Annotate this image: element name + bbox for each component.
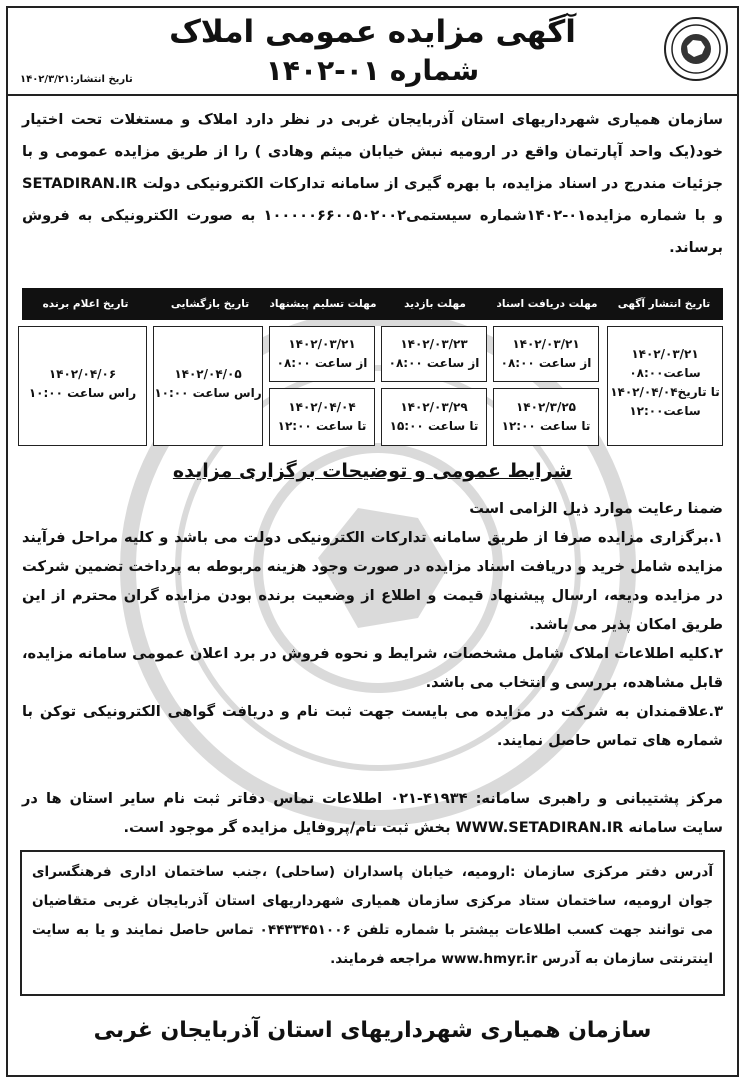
condition-item-2: ۲.کلیه اطلاعات املاک شامل مشخصات، شرایط و نحوه فروش در برد اعلان عمومی سامانه مزایده، قابل مشاهده، بررسی و انتخاب می باشد. <box>22 645 723 691</box>
submit-to-cell <box>269 388 375 446</box>
header-winner: تاریخ اعلام برنده <box>42 298 129 310</box>
submit-to-date: ۱۴۰۲/۰۴/۰۴ <box>288 400 356 414</box>
ad-title: آگهی مزایده عمومی املاک <box>169 14 576 50</box>
submit-from-date: ۱۴۰۲/۰۳/۲۱ <box>288 337 356 351</box>
submit-to-time: تا ساعت ۱۲:۰۰ <box>277 419 367 433</box>
docs-from-time: از ساعت ۰۸:۰۰ <box>500 356 592 370</box>
visit-from-time: از ساعت ۰۸:۰۰ <box>388 356 480 370</box>
support-paragraph: مرکز پشتیبانی و راهبری سامانه: ۴۱۹۳۴-۰۲۱ اطلاعات تماس دفاتر ثبت نام سایر استان ها در سایت سامانه WWW.SETADIRAN.IR بخش ثبت نام/پروفایل مزایده گر موجود است. <box>22 790 723 836</box>
docs-from-cell <box>493 326 599 382</box>
address-text: آدرس دفتر مرکزی سازمان :ارومیه، خیابان پاسداران (ساحلی) ،جنب ساختمان اداری فرهنگسرای جوان ارومیه، ساختمان ستاد مرکزی سازمان همیاری شهرداریهای استان آذربایجان غربی متقاضیان می توانند جهت کسب اطلاعات بیشتر با شماره تلفن ۰۴۴۳۳۴۵۱۰۰۶ تماس حاصل نمایند و یا به سایت اینترنتی سازمان به آدرس www.hmyr.ir مراجعه فرمایند. <box>32 864 713 967</box>
submit-from-cell <box>269 326 375 382</box>
header-publish: تاریخ انتشار آگهی <box>617 298 711 310</box>
header-docs: مهلت دریافت اسناد <box>496 298 598 310</box>
docs-to-cell <box>493 388 599 446</box>
publish-until-value: تا تاریخ۱۴۰۲/۰۴/۰۴ <box>610 385 720 399</box>
schedule-table <box>22 288 723 450</box>
docs-from-date: ۱۴۰۲/۰۳/۲۱ <box>512 337 580 351</box>
opening-time: راس ساعت ۱۰:۰۰ <box>154 386 262 400</box>
conditions-lead: ضمنا رعایت موارد ذیل الزامی است <box>469 500 723 517</box>
publish-until-time: ساعت۱۲:۰۰ <box>629 404 701 418</box>
visit-to-time: تا ساعت ۱۵:۰۰ <box>389 419 479 433</box>
winner-cell <box>18 326 147 446</box>
winner-time: راس ساعت ۱۰:۰۰ <box>28 386 137 400</box>
publish-cell <box>607 326 723 446</box>
header-submit: مهلت تسلیم پیشنهاد <box>269 298 377 310</box>
visit-from-date: ۱۴۰۲/۰۳/۲۳ <box>400 337 468 351</box>
opening-date: ۱۴۰۲/۰۴/۰۵ <box>174 367 242 381</box>
condition-item-3: ۳.علاقمندان به شرکت در مزایده می بایست جهت ثبت نام و دریافت گواهی الکترونیکی توکن با شماره های تماس حاصل نمایند. <box>22 703 723 749</box>
opening-cell <box>153 326 263 446</box>
address-box <box>20 850 725 996</box>
schedule-header-row <box>22 288 723 320</box>
advertisement-frame <box>6 6 739 1077</box>
header-opening: تاریخ بازگشایی <box>170 298 250 310</box>
publish-time-value: ساعت۰۸:۰۰ <box>629 366 701 380</box>
visit-from-cell <box>381 326 487 382</box>
conditions-title: شرایط عمومی و توضیحات برگزاری مزایده <box>172 460 573 482</box>
publish-date: تاریخ انتشار:۱۴۰۲/۳/۲۱ <box>20 74 133 85</box>
docs-to-date: ۱۴۰۲/۳/۲۵ <box>515 400 577 414</box>
publish-date-value: ۱۴۰۲/۰۳/۲۱ <box>631 347 699 361</box>
submit-from-time: از ساعت ۰۸:۰۰ <box>276 356 368 370</box>
conditions-list <box>22 494 723 755</box>
ad-number: شماره ۰۱-۱۴۰۲ <box>265 54 480 87</box>
intro-paragraph: سازمان همیاری شهرداریهای استان آذربایجان غربی در نظر دارد املاک و مستغلات تحت اختیار خود(یک واحد آپارتمان واقع در ارومیه نبش خیابان میثم وهادی ) را از طریق مزایده عمومی و با جزئیات مندرج در اسناد مزایده، با بهره گیری از سامانه تدارکات الکترونیکی دولت SETADIRAN.IR و با شماره مزایده۰۱-۱۴۰۲شماره سیستمی۱۰۰۰۰۰۶۶۰۰۵۰۲۰۰۲ به صورت الکترونیکی به فروش برساند. <box>22 111 723 256</box>
header-visit: مهلت بازدید <box>404 298 466 310</box>
winner-date: ۱۴۰۲/۰۴/۰۶ <box>48 367 117 381</box>
visit-to-date: ۱۴۰۲/۰۳/۲۹ <box>400 400 468 414</box>
visit-to-cell <box>381 388 487 446</box>
condition-item-1: ۱.برگزاری مزایده صرفا از طریق سامانه تدارکات الکترونیکی دولت می باشد و کلیه مراحل فرآیند مزایده شامل خرید و دریافت اسناد مزایده در صورت وجود هزینه مربوطه به پرداخت تضمین شرکت در مزایده ودیعه، ارسال پیشنهاد قیمت و اطلاع از وضعیت برنده بودن مزایده گران محترم از این طریق امکان پذیر می باشد. <box>22 529 723 633</box>
footer-organization: سازمان همیاری شهرداریهای استان آذربایجان غربی <box>93 1018 652 1043</box>
docs-to-time: تا ساعت ۱۲:۰۰ <box>501 419 591 433</box>
ad-header <box>8 8 737 96</box>
